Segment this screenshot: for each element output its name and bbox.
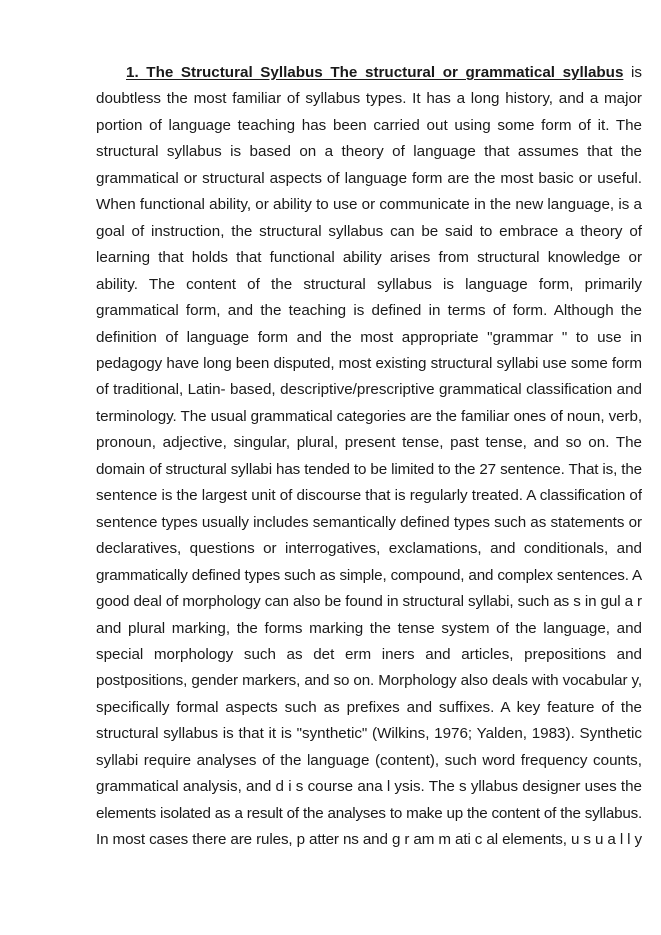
- body-paragraph: [96, 60, 642, 854]
- paragraph-line: and plural marking, the forms marking the tense system of the language, and: [96, 619, 642, 637]
- paragraph-line: good deal of morphology can also be found in structural syllabi, such as s in gul a r: [96, 593, 642, 611]
- paragraph-line: goal of instruction, the structural syllabus can be said to embrace a theory of: [96, 222, 642, 240]
- paragraph-line: of traditional, Latin- based, descriptive/prescriptive grammatical classification and: [96, 381, 642, 399]
- paragraph-line: In most cases there are rules, p atter ns and g r am m ati c al elements, u s u a l l y: [96, 831, 642, 849]
- heading-line-continuation: is: [623, 64, 642, 81]
- paragraph-line: doubtless the most familiar of syllabus types. It has a long history, and a major: [96, 90, 642, 108]
- paragraph-line: structural syllabus is that it is "synthetic" (Wilkins, 1976; Yalden, 1983). Synthetic: [96, 725, 642, 743]
- paragraph-line: grammatically defined types such as simple, compound, and complex sentences. A: [96, 566, 642, 584]
- paragraph-line: domain of structural syllabi has tended to be limited to the 27 sentence. That is, the: [96, 460, 642, 478]
- paragraph-line: elements isolated as a result of the analyses to make up the content of the syllabus.: [96, 804, 642, 822]
- paragraph-line: When functional ability, or ability to use or communicate in the new language, is a: [96, 196, 642, 214]
- paragraph-line: postpositions, gender markers, and so on. Morphology also deals with vocabular y,: [96, 672, 642, 690]
- paragraph-line: pronoun, adjective, singular, plural, present tense, past tense, and so on. The: [96, 434, 642, 452]
- paragraph-line: grammatical or structural aspects of language form are the most basic or useful.: [96, 169, 642, 187]
- paragraph-line: [96, 60, 642, 86]
- section-heading: 1. The Structural Syllabus The structural or grammatical syllabus: [126, 64, 624, 81]
- paragraph-line: ability. The content of the structural syllabus is language form, primarily: [96, 275, 642, 293]
- paragraph-line: sentence is the largest unit of discourse that is regularly treated. A classification of: [96, 487, 642, 505]
- paragraph-line: grammatical analysis, and d i s course ana l ysis. The s yllabus designer uses the: [96, 778, 642, 796]
- paragraph-line: special morphology such as det erm iners and articles, prepositions and: [96, 645, 642, 663]
- paragraph-line: learning that holds that functional ability arises from structural knowledge or: [96, 249, 642, 267]
- paragraph-line: structural syllabus is based on a theory of language that assumes that the: [96, 143, 642, 161]
- paragraph-line: definition of language form and the most appropriate "grammar " to use in: [96, 328, 642, 346]
- paragraph-line: specifically formal aspects such as prefixes and suffixes. A key feature of the: [96, 698, 642, 716]
- paragraph-line: grammatical form, and the teaching is defined in terms of form. Although the: [96, 302, 642, 320]
- paragraph-line: sentence types usually includes semantically defined types such as statements or: [96, 513, 642, 531]
- paragraph-line: terminology. The usual grammatical categories are the familiar ones of noun, verb,: [96, 407, 642, 425]
- paragraph-line: pedagogy have long been disputed, most existing structural syllabi use some form: [96, 354, 642, 372]
- paragraph-line: declaratives, questions or interrogatives, exclamations, and conditionals, and: [96, 540, 642, 558]
- paragraph-line: portion of language teaching has been carried out using some form of it. The: [96, 116, 642, 134]
- paragraph-line: syllabi require analyses of the language (content), such word frequency counts,: [96, 751, 642, 769]
